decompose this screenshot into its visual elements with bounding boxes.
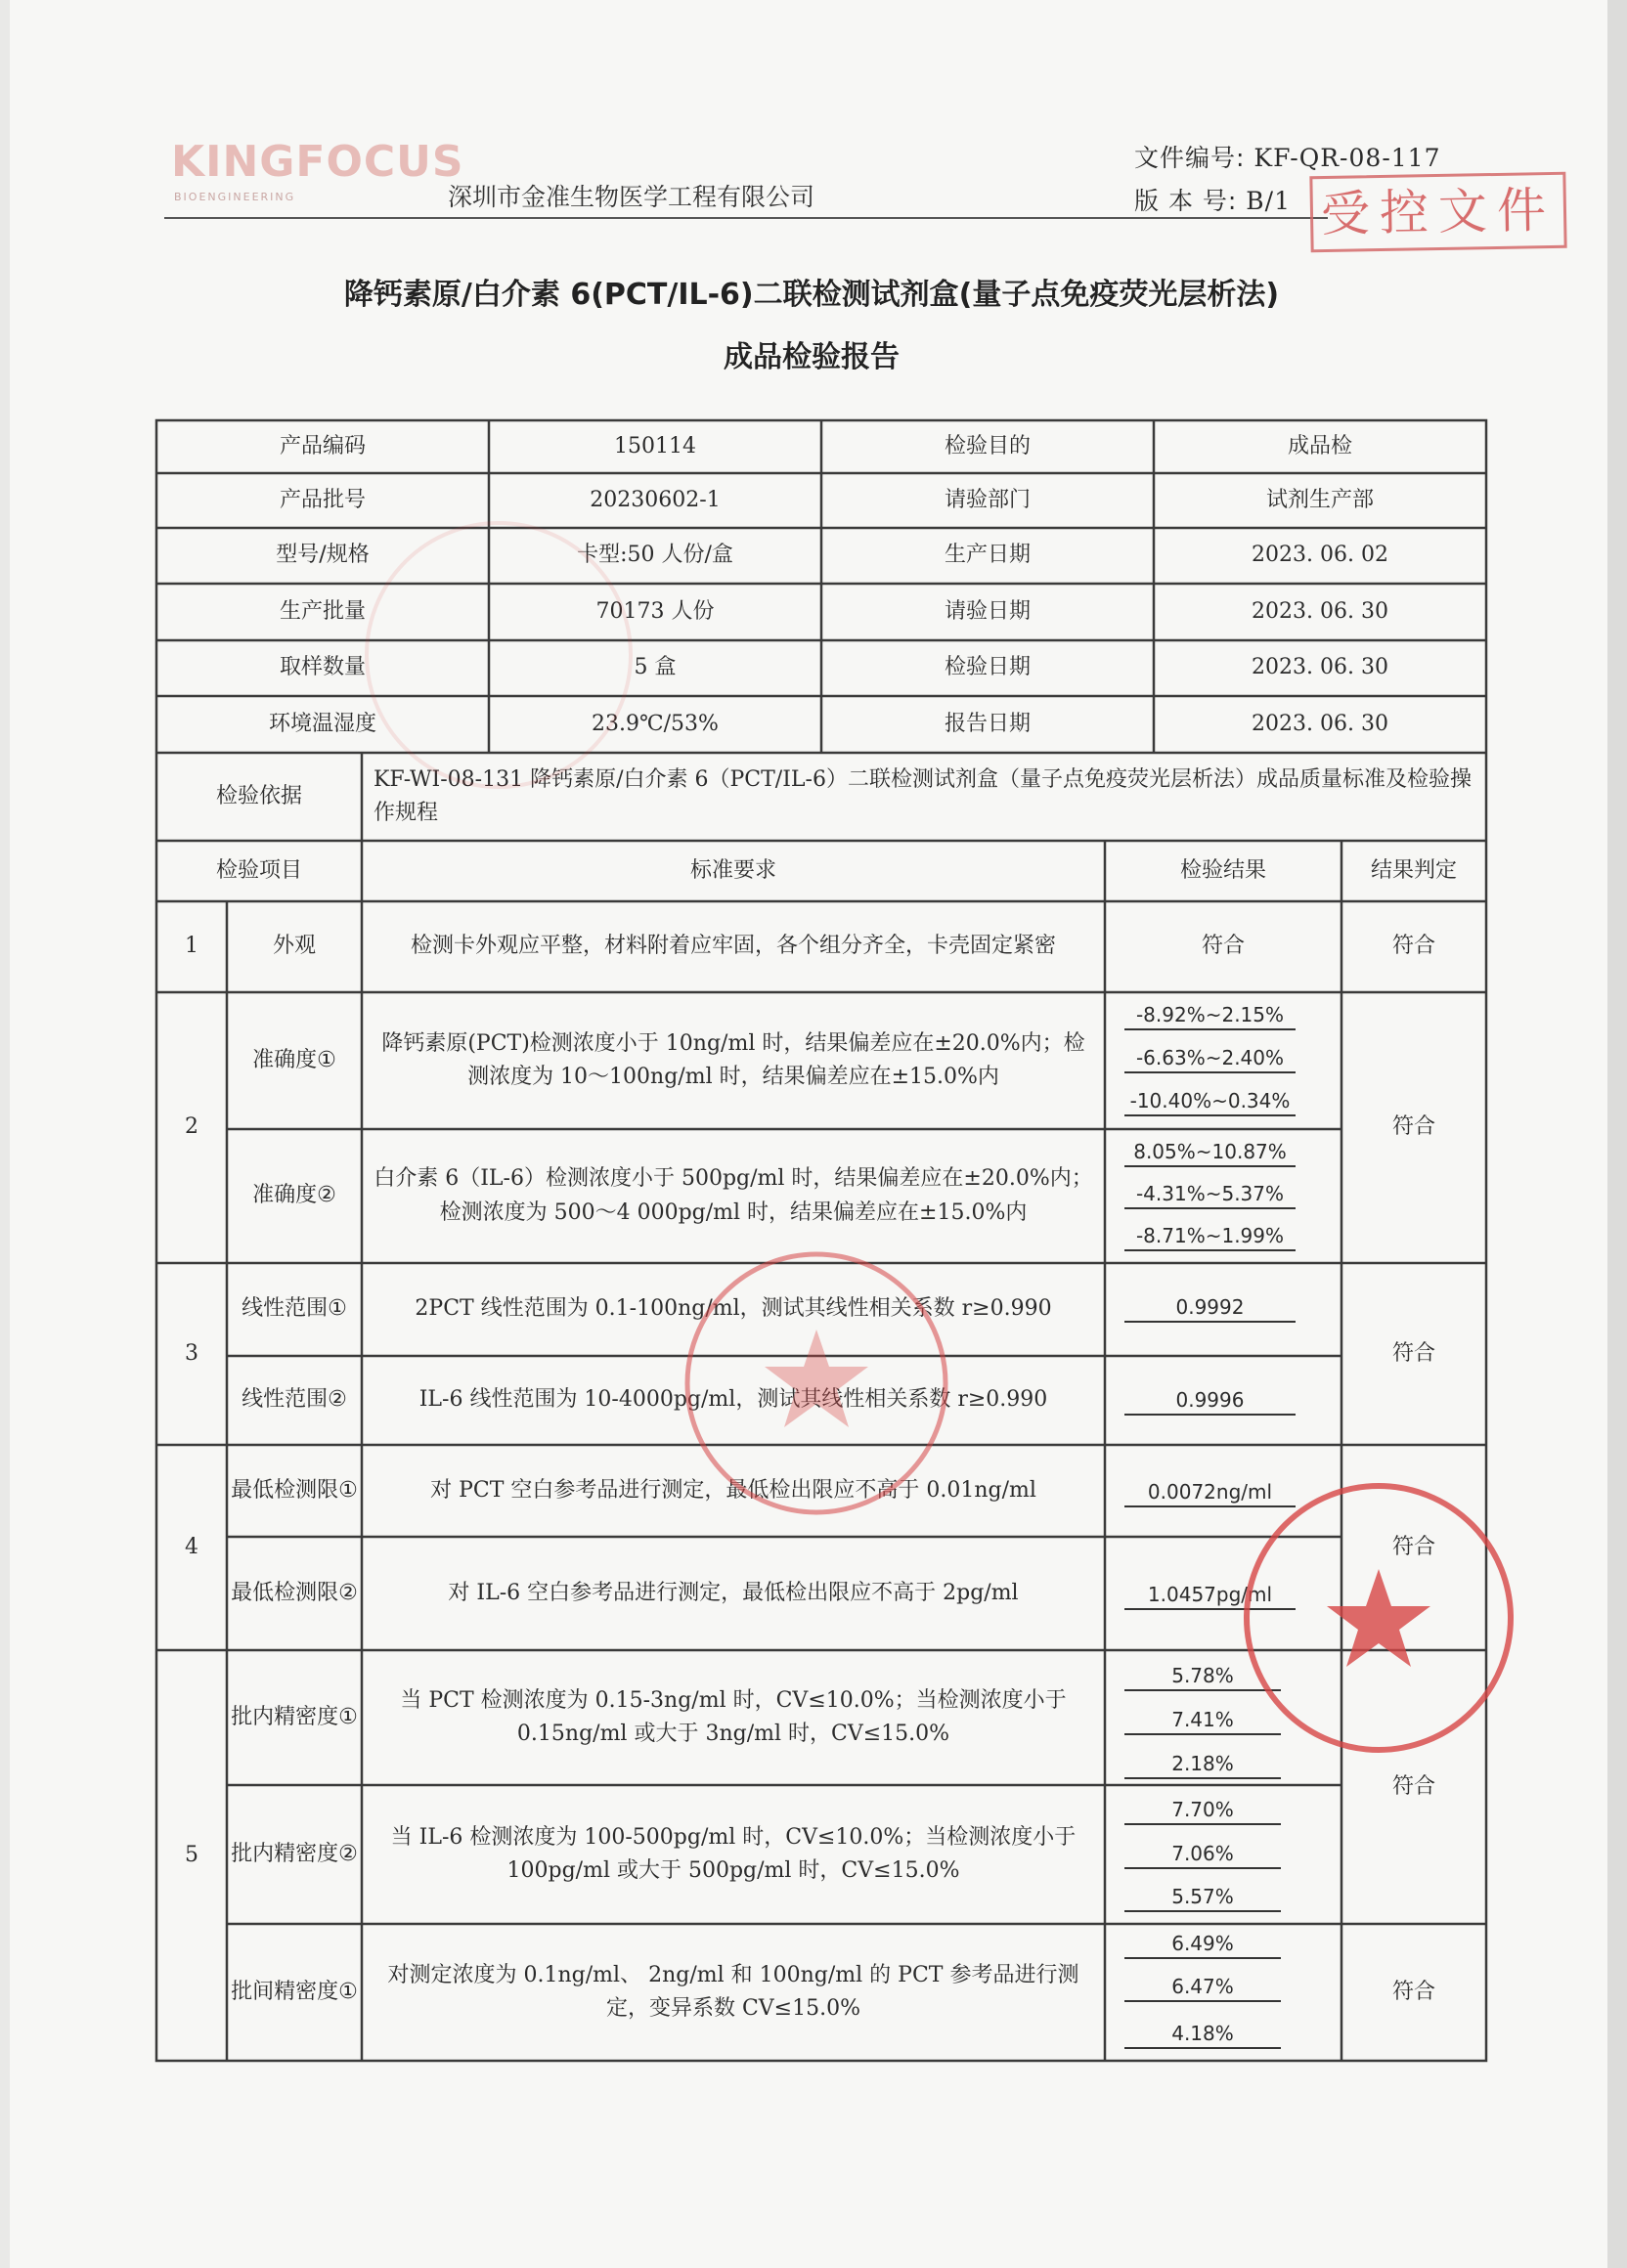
row-number: 3 [185,1340,198,1366]
label-sample: 取样数量 [279,655,366,680]
version-label: 版 本 号: [1134,187,1238,215]
value-product-code: 150114 [614,433,696,458]
standard-text: 2PCT 线性范围为 0.1-100ng/ml，测试其线性相关系数 r≥0.990 [415,1296,1052,1322]
result-value: 0.9996 [1124,1386,1296,1416]
value-qty: 70173 人份 [595,598,715,624]
column-header-result: 检验结果 [1179,857,1266,883]
result-value: -8.71%~1.99% [1124,1222,1296,1251]
result-value: -4.31%~5.37% [1124,1180,1296,1209]
result-value: 5.57% [1124,1883,1281,1912]
row-number: 2 [185,1114,198,1140]
value-env: 23.9℃/53% [592,711,719,736]
result-value: 4.18% [1124,2020,1281,2049]
result-value: 8.05%~10.87% [1124,1138,1296,1167]
column-header-item: 检验项目 [215,857,302,883]
value-test-date: 2023. 06. 30 [1252,655,1388,680]
label-purpose: 检验目的 [944,433,1031,458]
value-req-date: 2023. 06. 30 [1252,598,1388,624]
label-product-code: 产品编码 [279,433,366,458]
header-rule [164,217,1328,219]
standard-text: 当 IL-6 检测浓度为 100-500pg/ml 时，CV≤10.0%；当检测浓度小于 100pg/ml 或大于 500pg/ml 时，CV≤15.0% [390,1824,1077,1883]
report-subtitle: 成品检验报告 [724,340,900,374]
company-logo-subtitle: BIOENGINEERING [174,191,296,203]
label-prod-date: 生产日期 [944,543,1031,568]
report-title: 降钙素原/白介素 6(PCT/IL-6)二联检测试剂盒(量子点免疫荧光层析法) [343,278,1280,312]
label-test-date: 检验日期 [944,655,1031,680]
item-name: 批内精密度② [231,1841,358,1866]
scan-margin [1607,0,1627,2268]
label-dept: 请验部门 [944,487,1031,512]
result-value: 0.0072ng/ml [1124,1478,1296,1507]
company-name: 深圳市金准生物医学工程有限公司 [448,183,815,211]
result-value: 7.70% [1124,1796,1281,1825]
column-header-judgment: 结果判定 [1370,857,1457,883]
result-value: 7.41% [1124,1706,1281,1735]
result-text: 符合 [1201,934,1245,959]
label-req-date: 请验日期 [944,598,1031,624]
label-env: 环境温湿度 [268,711,376,736]
value-dept: 试剂生产部 [1265,487,1374,512]
label-report-date: 报告日期 [944,711,1031,736]
item-name: 准确度② [252,1183,336,1208]
document-page [10,0,1613,2268]
standard-text: 对 PCT 空白参考品进行测定，最低检出限应不高于 0.01ng/ml [430,1477,1036,1503]
column-header-standard: 标准要求 [689,857,776,883]
value-basis: KF-WI-08-131 降钙素原/白介素 6（PCT/IL-6）二联检测试剂盒（量子点免疫荧光层析法）成品质量标准及检验操作规程 [374,766,1472,825]
version-number [1134,182,1291,217]
value-batch: 20230602-1 [590,487,721,512]
judgment-text: 符合 [1391,934,1435,959]
standard-text: IL-6 线性范围为 10-4000pg/ml，测试其线性相关系数 r≥0.990 [418,1387,1048,1413]
label-basis: 检验依据 [215,783,302,808]
document-number [1134,139,1440,174]
result-value: 2.18% [1124,1750,1281,1779]
result-value: 7.06% [1124,1840,1281,1869]
standard-text: 检测卡外观应平整，材料附着应牢固，各个组分齐全，卡壳固定紧密 [410,934,1056,959]
result-value: 5.78% [1124,1662,1281,1691]
label-model: 型号/规格 [276,543,370,568]
result-value: -8.92%~2.15% [1124,1001,1296,1030]
value-purpose: 成品检 [1287,433,1352,458]
judgment-text: 符合 [1391,1340,1435,1366]
label-batch: 产品批号 [279,487,366,512]
item-name: 批间精密度① [231,1979,358,2004]
row-number: 5 [185,1842,198,1867]
result-value: 1.0457pg/ml [1124,1581,1296,1610]
company-logo: KINGFOCUS [171,137,464,187]
judgment-text: 符合 [1391,1114,1435,1140]
item-name: 最低检测限① [231,1477,358,1503]
judgment-text: 符合 [1391,1773,1435,1799]
document-number-value: KF-QR-08-117 [1253,144,1441,172]
label-qty: 生产批量 [279,598,366,624]
value-report-date: 2023. 06. 30 [1252,711,1388,736]
value-model: 卡型:50 人份/盒 [577,543,733,568]
judgment-text: 符合 [1391,1979,1435,2004]
item-name: 线性范围① [242,1296,347,1322]
item-name: 批内精密度① [231,1704,358,1729]
judgment-text: 符合 [1391,1534,1435,1559]
result-value: -10.40%~0.34% [1124,1087,1296,1116]
version-value: B/1 [1246,187,1291,215]
result-value: -6.63%~2.40% [1124,1044,1296,1073]
row-number: 1 [185,934,198,959]
item-name: 最低检测限② [231,1580,358,1605]
document-number-label: 文件编号: [1134,144,1246,172]
standard-text: 白介素 6（IL-6）检测浓度小于 500pg/ml 时，结果偏差应在±20.0%内；检测浓度为 500～4 000pg/ml 时，结果偏差应在±15.0%内 [374,1166,1093,1225]
value-prod-date: 2023. 06. 02 [1252,543,1388,568]
result-value: 6.49% [1124,1930,1281,1959]
standard-text: 当 PCT 检测浓度为 0.15-3ng/ml 时，CV≤10.0%；当检测浓度小于 0.15ng/ml 或大于 3ng/ml 时，CV≤15.0% [400,1687,1067,1746]
standard-text: 对 IL-6 空白参考品进行测定，最低检出限应不高于 2pg/ml [448,1580,1019,1605]
item-name: 准确度① [252,1047,336,1072]
item-name: 外观 [272,934,316,959]
row-number: 4 [185,1534,198,1559]
value-sample: 5 盒 [634,655,677,680]
result-value: 0.9992 [1124,1293,1296,1323]
controlled-document-stamp: 受控文件 [1309,172,1566,253]
standard-text: 对测定浓度为 0.1ng/ml、 2ng/ml 和 100ng/ml 的 PCT 参考品进行测定，变异系数 CV≤15.0% [387,1962,1079,2021]
item-name: 线性范围② [242,1387,347,1413]
standard-text: 降钙素原(PCT)检测浓度小于 10ng/ml 时，结果偏差应在±20.0%内；检测浓度为 10～100ng/ml 时，结果偏差应在±15.0%内 [381,1030,1085,1089]
result-value: 6.47% [1124,1973,1281,2002]
